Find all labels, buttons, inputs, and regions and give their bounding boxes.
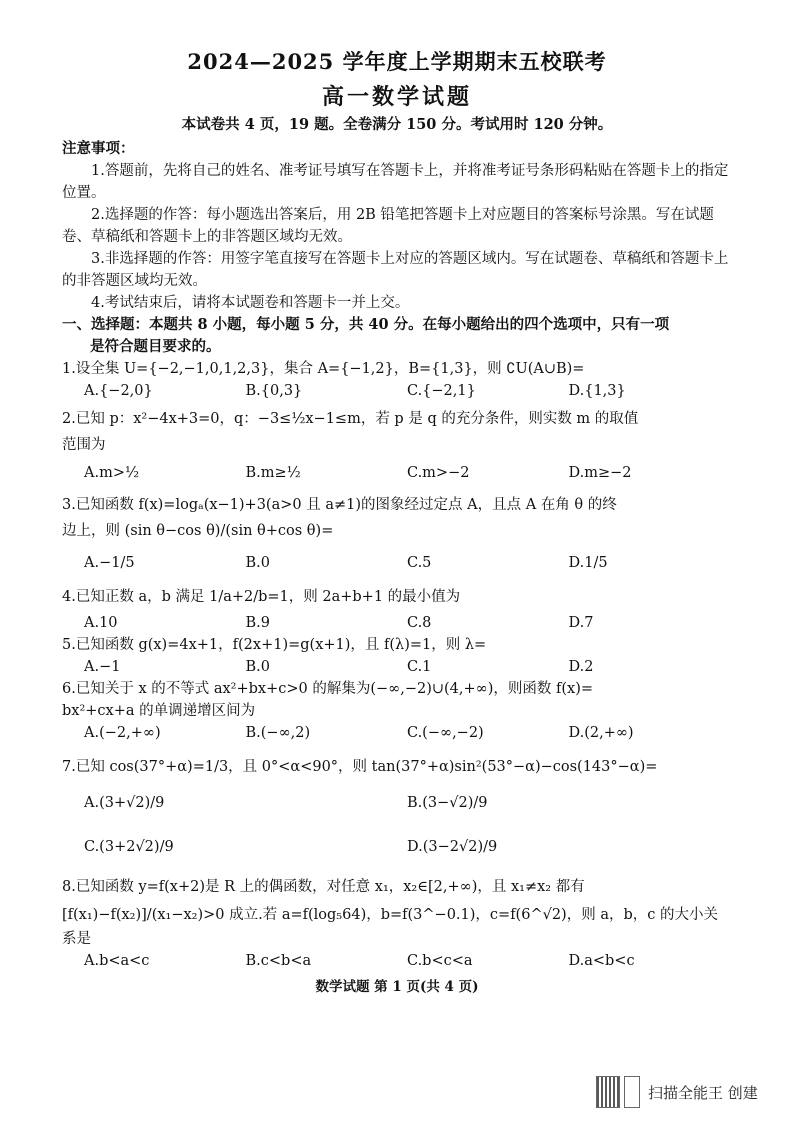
question-8-stem-cont-2: 系是 bbox=[62, 931, 91, 947]
option-b: B.0 bbox=[245, 659, 270, 675]
question-3-stem: 3.已知函数 f(x)=logₐ(x−1)+3(a>0 且 a≠1)的图象经过定点 A，且点 A 在角 θ 的终 bbox=[62, 497, 617, 513]
question-7-options-row-2 bbox=[84, 836, 730, 858]
option-b: B.9 bbox=[245, 615, 270, 631]
option-c: C.b<c<a bbox=[407, 953, 473, 969]
option-c: C.1 bbox=[407, 659, 432, 675]
exam-body bbox=[62, 138, 730, 972]
question-7-options-row-1 bbox=[84, 792, 730, 814]
option-a: A.b<a<c bbox=[84, 953, 150, 969]
question-2-stem-cont: 范围为 bbox=[62, 437, 106, 453]
camscanner-logo-icon bbox=[624, 1076, 640, 1108]
exam-subtitle: 高一数学试题 bbox=[321, 84, 472, 110]
option-a: A.−1 bbox=[84, 659, 121, 675]
option-d: D.(2,+∞) bbox=[568, 725, 634, 741]
page-footer: 数学试题 第 1 页(共 4 页) bbox=[315, 979, 479, 995]
option-c: C.8 bbox=[407, 615, 432, 631]
option-b: B.c<b<a bbox=[245, 953, 312, 969]
note-item: 3.非选择题的作答：用签字笔直接写在答题卡上对应的答题区域内。写在试题卷、草稿纸和答题卡上的非答题区域均无效。 bbox=[62, 251, 729, 289]
option-c: C.m>−2 bbox=[407, 465, 470, 481]
scanner-text: 扫描全能王 创建 bbox=[648, 1083, 758, 1102]
option-b: B.m≥½ bbox=[245, 465, 301, 481]
option-d: D.a<b<c bbox=[568, 953, 635, 969]
question-5-options bbox=[84, 656, 730, 678]
question-3-options bbox=[84, 552, 730, 574]
question-2-stem: 2.已知 p：x²−4x+3=0，q：−3≤½x−1≤m，若 p 是 q 的充分条件，则实数 m 的取值 bbox=[62, 411, 639, 427]
question-2-options bbox=[84, 462, 730, 484]
question-8-stem: 8.已知函数 y=f(x+2)是 R 上的偶函数，对任意 x₁，x₂∈[2,+∞)，且 x₁≠x₂ 都有 bbox=[62, 879, 585, 895]
question-6-stem-cont: bx²+cx+a 的单调递增区间为 bbox=[62, 703, 256, 719]
option-d: D.1/5 bbox=[568, 555, 608, 571]
option-a: A.(−2,+∞) bbox=[84, 725, 161, 741]
question-8-options bbox=[84, 950, 730, 972]
option-b: B.0 bbox=[245, 555, 270, 571]
notes-title: 注意事项： bbox=[62, 140, 135, 157]
option-d: D.(3−2√2)/9 bbox=[407, 839, 498, 855]
question-1-stem: 1.设全集 U={−2,−1,0,1,2,3}，集合 A={−1,2}，B={1,3}，则 ∁U(A∪B)= bbox=[62, 361, 585, 377]
option-b: B.(3−√2)/9 bbox=[407, 795, 488, 811]
question-4-options bbox=[84, 612, 730, 634]
scanner-watermark bbox=[596, 1075, 758, 1109]
option-a: A.10 bbox=[84, 615, 118, 631]
option-b: B.{0,3} bbox=[245, 383, 303, 399]
question-1-options bbox=[84, 380, 730, 402]
note-item: 1.答题前，先将自己的姓名、准考证号填写在答题卡上，并将准考证号条形码粘贴在答题卡上的指定位置。 bbox=[62, 163, 729, 201]
option-c: C.{−2,1} bbox=[407, 383, 476, 399]
question-6-options bbox=[84, 722, 730, 744]
option-c: C.(3+2√2)/9 bbox=[84, 839, 174, 855]
question-4-stem: 4.已知正数 a，b 满足 1/a+2/b=1，则 2a+b+1 的最小值为 bbox=[62, 589, 461, 605]
question-7-stem: 7.已知 cos(37°+α)=1/3，且 0°<α<90°，则 tan(37°+α)sin²(53°−α)−cos(143°−α)= bbox=[62, 759, 658, 775]
note-item: 4.考试结束后，请将本试题卷和答题卡一并上交。 bbox=[91, 295, 410, 311]
option-b: B.(−∞,2) bbox=[245, 725, 311, 741]
exam-info: 本试卷共 4 页，19 题。全卷满分 150 分。考试用时 120 分钟。 bbox=[181, 116, 613, 133]
option-c: C.(−∞,−2) bbox=[407, 725, 484, 741]
option-d: D.7 bbox=[568, 615, 594, 631]
question-8-stem-cont: [f(x₁)−f(x₂)]/(x₁−x₂)>0 成立.若 a=f(log₅64)，b=f(3^−0.1)，c=f(6^√2)，则 a，b，c 的大小关 bbox=[62, 907, 718, 923]
question-6-stem: 6.已知关于 x 的不等式 ax²+bx+c>0 的解集为(−∞,−2)∪(4,+∞)，则函数 f(x)= bbox=[62, 681, 594, 697]
section-header bbox=[62, 314, 730, 358]
option-d: D.2 bbox=[568, 659, 594, 675]
option-a: A.(3+√2)/9 bbox=[84, 795, 165, 811]
exam-title: 2024—2025 学年度上学期期末五校联考 bbox=[187, 49, 607, 74]
option-a: A.−1/5 bbox=[84, 555, 135, 571]
option-a: A.m>½ bbox=[84, 465, 140, 481]
note-item: 2.选择题的作答：每小题选出答案后，用 2B 铅笔把答题卡上对应题目的答案标号涂黑。写在试题卷、草稿纸和答题卡上的非答题区域均无效。 bbox=[62, 207, 714, 245]
section-line-2: 是符合题目要求的。 bbox=[90, 338, 221, 355]
option-d: D.{1,3} bbox=[568, 383, 626, 399]
option-d: D.m≥−2 bbox=[568, 465, 632, 481]
question-3-stem-cont: 边上，则 (sin θ−cos θ)/(sin θ+cos θ)= bbox=[62, 523, 334, 539]
qr-code-icon bbox=[596, 1076, 620, 1108]
option-a: A.{−2,0} bbox=[84, 383, 153, 399]
section-line-1: 一、选择题：本题共 8 小题，每小题 5 分，共 40 分。在每小题给出的四个选项中，只有一项 bbox=[62, 316, 670, 333]
option-c: C.5 bbox=[407, 555, 432, 571]
question-5-stem: 5.已知函数 g(x)=4x+1，f(2x+1)=g(x+1)，且 f(λ)=1，则 λ= bbox=[62, 637, 487, 653]
